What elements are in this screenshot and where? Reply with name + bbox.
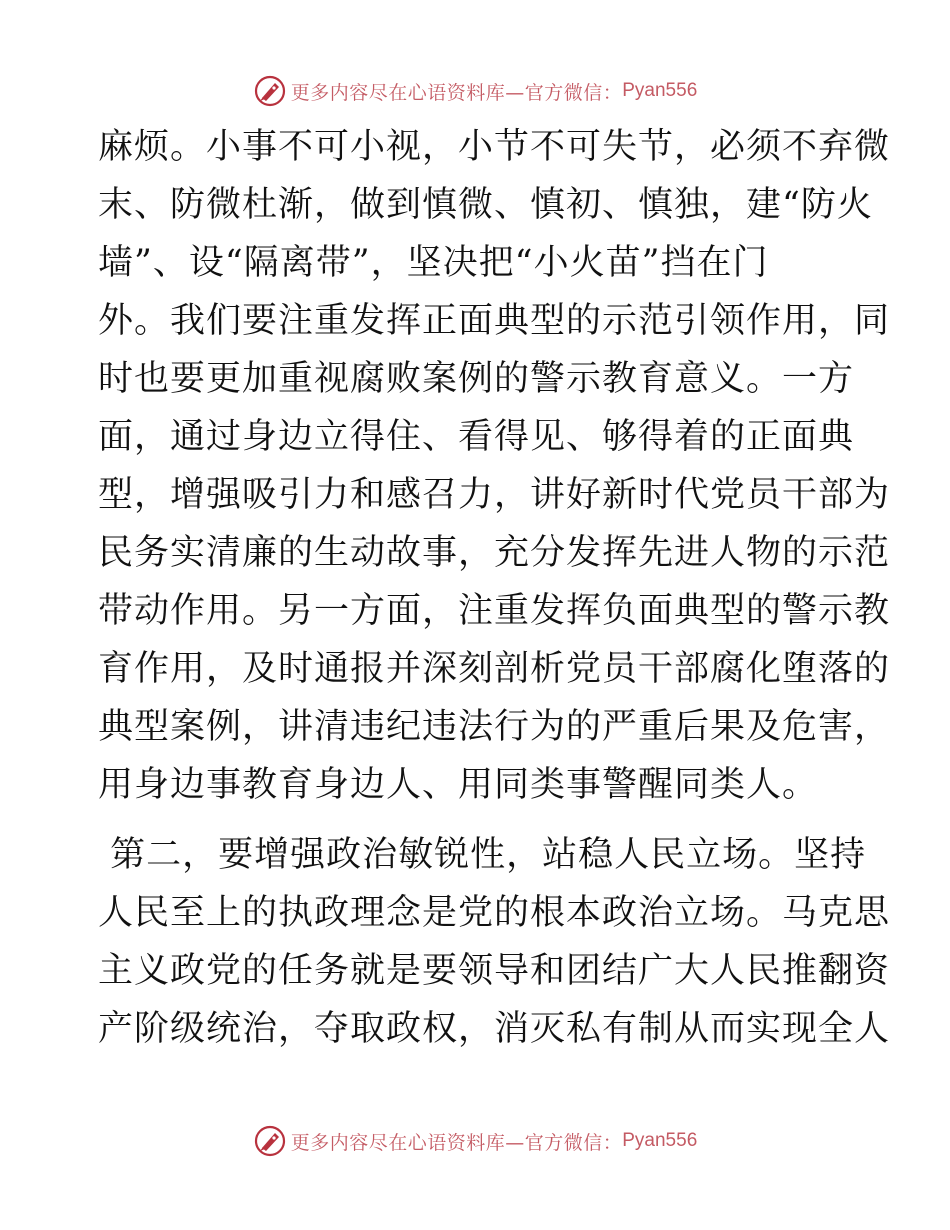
banner-wechat-id: Pyan556 [622, 1130, 698, 1151]
paragraph [98, 826, 891, 1058]
banner-site-text: 更多内容尽在心语资料库—官方微信： [290, 81, 623, 104]
text-line: 带动作用。另一方面，注重发挥负面典型的警示教 [98, 591, 891, 631]
text-line: 民务实清廉的生动故事，充分发挥先进人物的示范 [98, 533, 891, 573]
text-line: 用身边事教育身边人、用同类事警醒同类人。 [98, 765, 819, 805]
text-line: 面，通过身边立得住、看得见、够得着的正面典 [98, 417, 855, 457]
text-line: 麻烦。小事不可小视，小节不可失节，必须不弃微 [98, 127, 891, 167]
text-line: 人民至上的执政理念是党的根本政治立场。马克思 [98, 893, 891, 933]
footer-banner [0, 1121, 950, 1161]
text-line: 育作用，及时通报并深刻剖析党员干部腐化堕落的 [98, 649, 891, 689]
text-line: 主义政党的任务就是要领导和团结广大人民推翻资 [98, 951, 891, 991]
text-line: 典型案例，讲清违纪违法行为的严重后果及危害， [98, 707, 891, 747]
banner-site-text: 更多内容尽在心语资料库—官方微信： [290, 1131, 623, 1154]
pen-nib-logo-icon [253, 1124, 287, 1158]
text-line: 产阶级统治，夺取政权，消灭私有制从而实现全人 [98, 1009, 891, 1049]
text-line: 墙”、设“隔离带”，坚决把“小火苗”挡在门 [98, 243, 769, 283]
document-body [98, 118, 891, 1058]
text-line: 时也要更加重视腐败案例的警示教育意义。一方 [98, 359, 855, 399]
text-line: 末、防微杜渐，做到慎微、慎初、慎独，建“防火 [98, 185, 873, 225]
paragraph [98, 118, 891, 814]
banner-wechat-id: Pyan556 [622, 80, 698, 101]
text-line: 型，增强吸引力和感召力，讲好新时代党员干部为 [98, 475, 891, 515]
header-banner [0, 71, 950, 111]
pen-nib-logo-icon [253, 74, 287, 108]
text-line: 第二，要增强政治敏锐性，站稳人民立场。坚持 [98, 835, 867, 875]
paragraph-spacer [98, 814, 858, 826]
text-line: 外。我们要注重发挥正面典型的示范引领作用，同 [98, 301, 891, 341]
